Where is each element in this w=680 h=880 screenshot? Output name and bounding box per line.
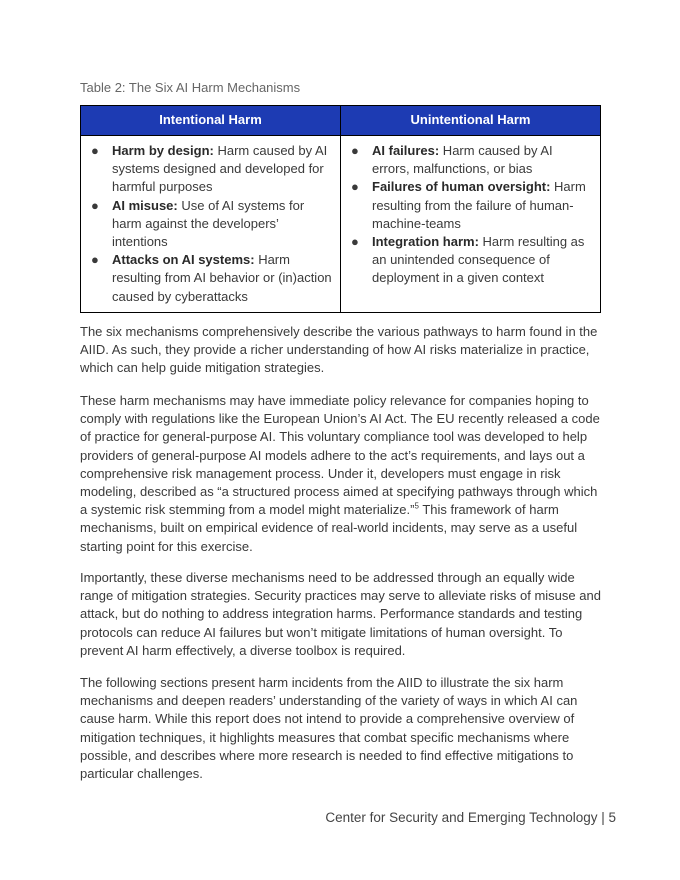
list-item — [351, 142, 592, 178]
bullet-icon: ● — [351, 234, 359, 250]
header-intentional-harm: Intentional Harm — [81, 106, 341, 136]
paragraph-text: This framework of harm mechanisms, built on empirical evidence of real-world incidents, may serve as a useful starting point for this exercise. — [80, 502, 578, 554]
bullet-icon: ● — [351, 179, 359, 195]
mechanism-term: AI failures: — [372, 143, 440, 158]
bullet-icon: ● — [91, 143, 99, 158]
footnote-marker: 5 — [414, 501, 419, 511]
mechanism-term: Integration harm: — [372, 234, 479, 250]
list-item — [91, 142, 332, 197]
intentional-harm-cell — [81, 136, 341, 313]
mechanism-description: Use of AI systems for harm against the developers’ intentions — [112, 197, 305, 250]
mechanism-term: Harm by design: — [112, 143, 214, 158]
paragraph-following-sections: The following sections present harm incidents from the AIID to illustrate the six harm mechanisms and deepen readers’ understanding of the variety of ways in which AI can cause harm. While this report does not intend to provide a comprehensive overview of mitigation techniques, it highlights measures that combat specific mechanisms where possible, and describes where more research is needed to find effective mitigations to particular challenges. — [80, 675, 578, 782]
mechanism-term: Failures of human oversight: — [372, 179, 551, 195]
mechanism-description: Harm resulting as an unintended consequence of deployment in a given context — [372, 234, 585, 286]
paragraph-policy-relevance — [80, 392, 602, 556]
mechanism-description: Harm resulting from AI behavior or (in)action caused by cyberattacks — [112, 252, 332, 304]
table-caption: Table 2: The Six AI Harm Mechanisms — [80, 80, 301, 95]
paragraph-mechanisms-overview: The six mechanisms comprehensively describe the various pathways to harm found in the AIID. As such, they provide a richer understanding of how AI risks materialize in practice, which can help guide mitigation strategies. — [80, 324, 598, 376]
list-item — [351, 178, 592, 233]
harm-mechanisms-table — [80, 105, 601, 313]
mechanism-term: Attacks on AI systems: — [112, 252, 255, 268]
bullet-icon: ● — [91, 252, 99, 268]
mechanism-description: Harm resulting from the failure of human-machine-teams — [372, 179, 586, 231]
list-item — [91, 251, 332, 306]
mechanism-description: Harm caused by AI systems designed and developed for harmful purposes — [112, 143, 328, 195]
mechanism-term: AI misuse: — [112, 197, 178, 213]
mechanism-description: Harm caused by AI errors, malfunctions, or bias — [372, 143, 553, 177]
paragraph-mitigation-strategies: Importantly, these diverse mechanisms need to be addressed through an equally wide range of mitigation strategies. Security practices may serve to alleviate risks of misuse and attack, but do nothing to address integration harms. Performance standards and testing protocols can reduce AI failures but won’t mitigate limitations of human oversight. To prevent AI harm effectively, a diverse toolbox is required. — [80, 570, 601, 658]
header-unintentional-harm: Unintentional Harm — [341, 106, 601, 136]
unintentional-harm-cell — [341, 136, 601, 313]
bullet-icon: ● — [351, 143, 359, 158]
page-footer: Center for Security and Emerging Technology | 5 — [325, 810, 616, 825]
list-item — [351, 233, 592, 288]
list-item — [91, 197, 332, 252]
paragraph-text: These harm mechanisms may have immediate policy relevance for companies hoping to comply with regulations like the European Union’s AI Act. The EU recently released a code of practice for general-purpose AI. This voluntary compliance tool was developed to help providers of general-purpose AI models adhere to the act’s requirements, and lays out a comprehensive risk management process. Under it, developers must engage in risk modeling, described as “a structured process aimed at specifying pathways through which a systemic risk stemming from a model might materialize.” — [80, 393, 600, 518]
bullet-icon: ● — [91, 197, 99, 213]
